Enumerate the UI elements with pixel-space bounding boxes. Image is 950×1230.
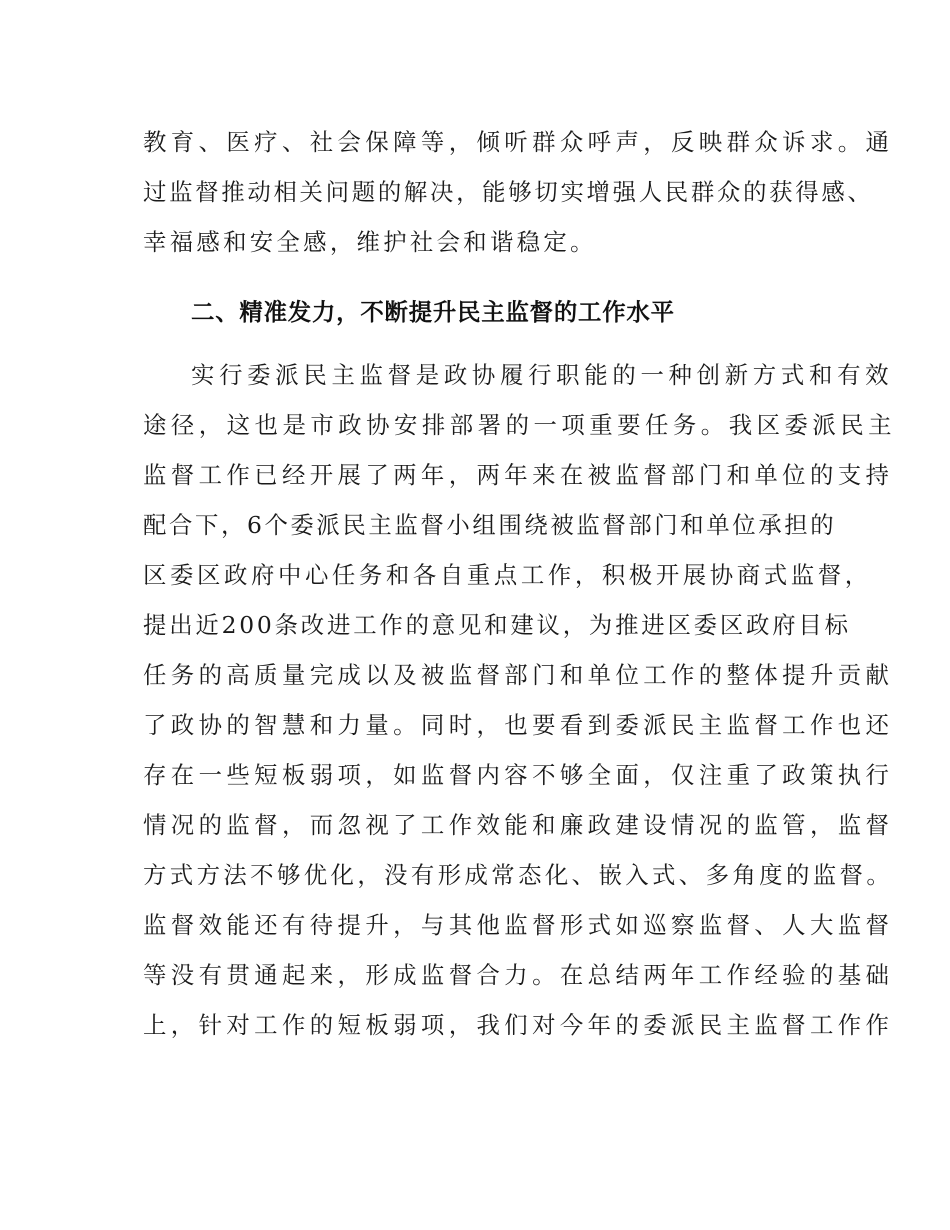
paragraph-2-line-14: 上，针对工作的短板弱项，我们对今年的委派民主监督工作作 bbox=[143, 1011, 894, 1039]
paragraph-1-line-2: 过监督推动相关问题的解决，能够切实增强人民群众的获得感、 bbox=[143, 178, 874, 206]
paragraph-2-line-9: 存在一些短板弱项，如监督内容不够全面，仅注重了政策执行 bbox=[143, 761, 894, 789]
paragraph-2-line-12: 监督效能还有待提升，与其他监督形式如巡察监督、人大监督 bbox=[143, 911, 894, 939]
paragraph-2-line-3: 监督工作已经开展了两年，两年来在被监督部门和单位的支持 bbox=[143, 461, 894, 489]
paragraph-2-line-7: 任务的高质量完成以及被监督部门和单位工作的整体提升贡献 bbox=[143, 661, 894, 689]
paragraph-2-line-1: 实行委派民主监督是政协履行职能的一种创新方式和有效 bbox=[191, 361, 894, 389]
section-heading: 二、精准发力，不断提升民主监督的工作水平 bbox=[191, 298, 675, 326]
paragraph-1-line-1: 教育、医疗、社会保障等，倾听群众呼声，反映群众诉求。通 bbox=[143, 128, 894, 156]
paragraph-2-line-11: 方式方法不够优化，没有形成常态化、嵌入式、多角度的监督。 bbox=[143, 861, 894, 889]
paragraph-2-line-2: 途径，这也是市政协安排部署的一项重要任务。我区委派民主 bbox=[143, 411, 897, 439]
paragraph-2-line-13: 等没有贯通起来，形成监督合力。在总结两年工作经验的基础 bbox=[143, 961, 894, 989]
paragraph-2-line-6: 提出近200条改进工作的意见和建议，为推进区委区政府目标 bbox=[143, 611, 851, 639]
paragraph-2-line-8: 了政协的智慧和力量。同时，也要看到委派民主监督工作也还 bbox=[143, 711, 894, 739]
paragraph-2-line-5: 区委区政府中心任务和各自重点工作，积极开展协商式监督， bbox=[143, 561, 872, 589]
paragraph-2-line-4: 配合下，6个委派民主监督小组围绕被监督部门和单位承担的 bbox=[143, 511, 837, 539]
paragraph-1-line-3: 幸福感和安全感，维护社会和谐稳定。 bbox=[143, 228, 597, 256]
paragraph-2-line-10: 情况的监督，而忽视了工作效能和廉政建设情况的监管，监督 bbox=[143, 811, 894, 839]
